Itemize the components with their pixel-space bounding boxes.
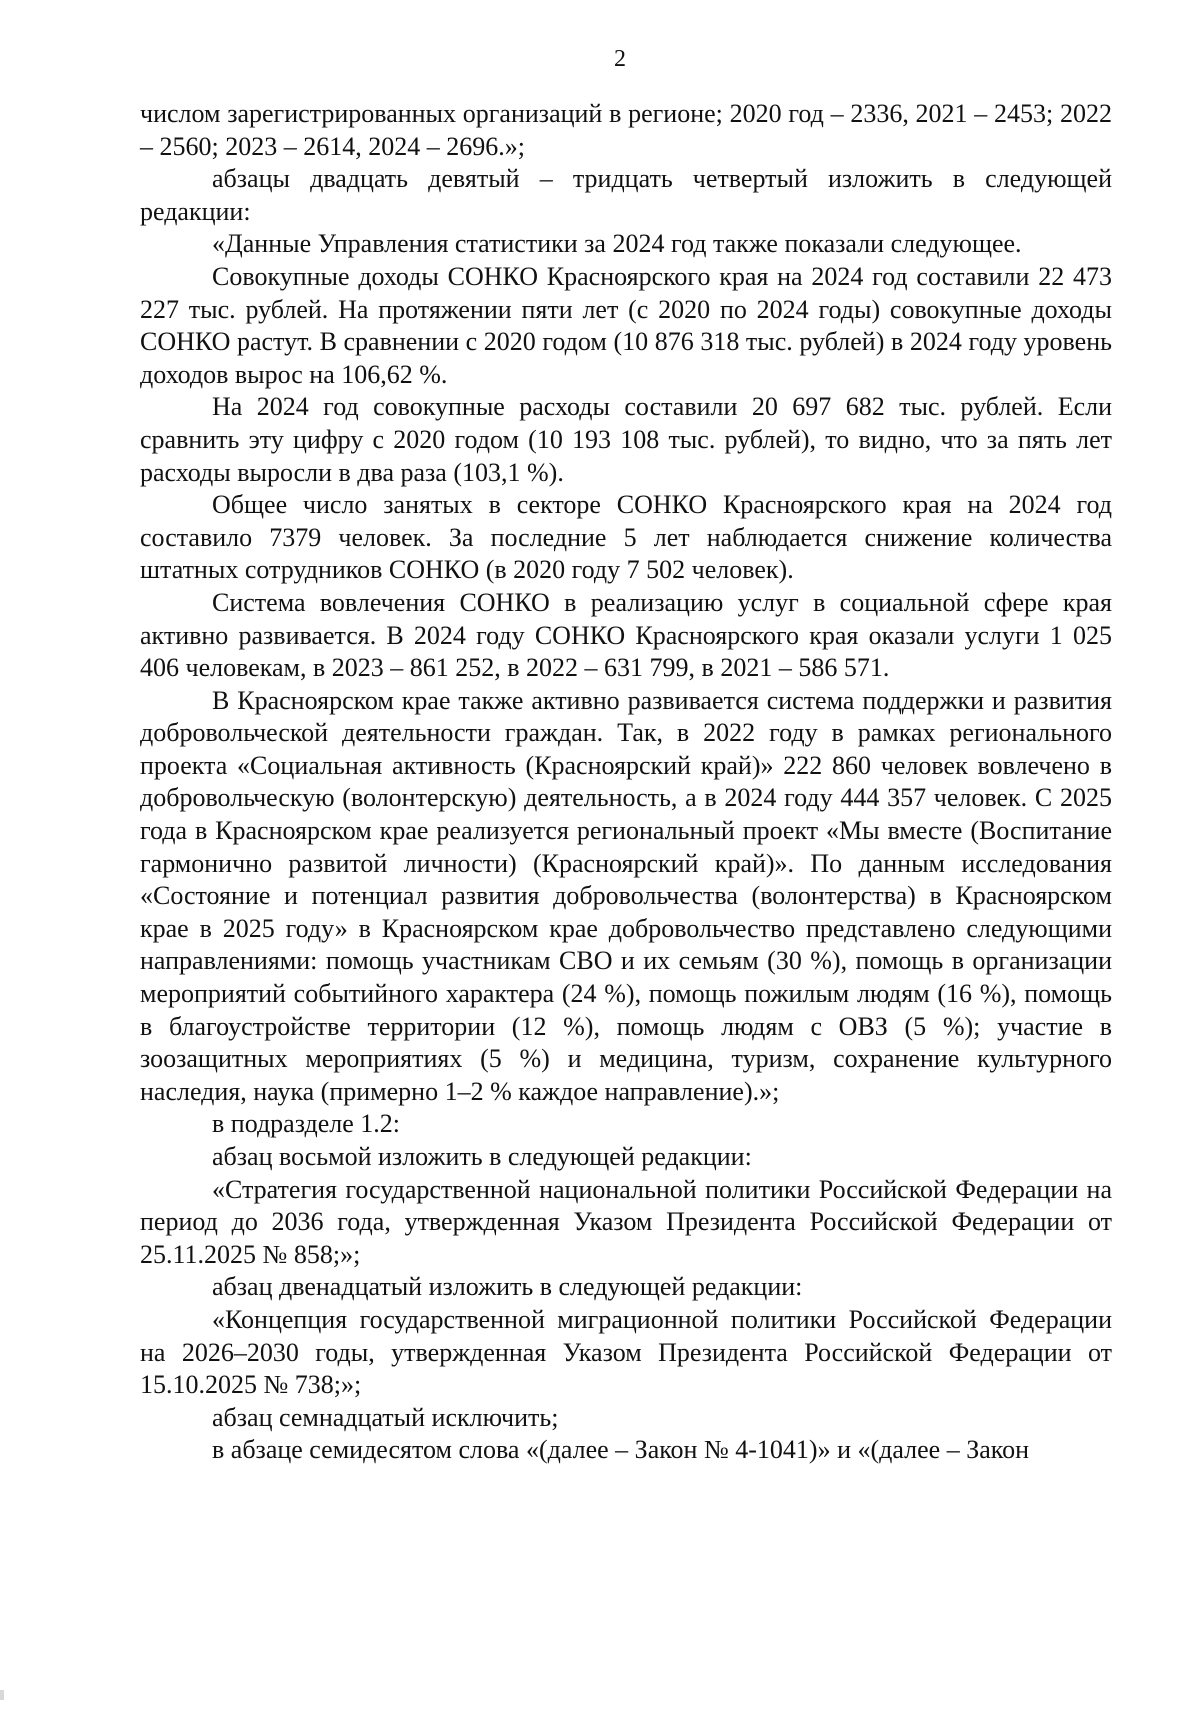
paragraph-seventieth: в абзаце семидесятом слова «(далее – Закон № 4-1041)» и «(далее – Закон [212,1435,1029,1465]
paragraph-amend-twelfth: абзац двенадцатый изложить в следующей редакции: [212,1272,803,1302]
paragraph-employment: Общее число занятых в секторе СОНКО Красноярского края на 2024 год составило 7379 человек. За последние 5 лет наблюдается снижение количества штатных сотрудников СОНКО (в 2020 году 7 502 человек). [140,490,1112,585]
paragraph-amendment-instruction: абзацы двадцать девятый – тридцать четвертый изложить в следующей редакции: [140,164,1112,226]
paragraph-income: Совокупные доходы СОНКО Красноярского края на 2024 год составили 22 473 227 тыс. рублей. На протяжении пяти лет (с 2020 по 2024 годы) совокупные доходы СОНКО растут. В сравнении с 2020 годом (10 876 318 тыс. рублей) в 2024 году уровень доходов вырос на 106,62 %. [140,261,1112,389]
paragraph-expenses: На 2024 год совокупные расходы составили 20 697 682 тыс. рублей. Если сравнить эту цифру с 2020 годом (10 193 108 тыс. рублей), то видно, что за пять лет расходы выросли в два раза (103,1 %). [140,392,1112,487]
paragraph-exclude-seventeenth: абзац семнадцатый исключить; [212,1402,559,1432]
document-body [140,98,1112,1467]
paragraph-amend-eighth: абзац восьмой изложить в следующей редакции: [212,1142,752,1171]
paragraph-concept: «Концепция государственной миграционной политики Российской Федерации на 2026–2030 годы, утвержденная Указом Президента Российской Федерации от 15.10.2025 № 738;»; [140,1304,1112,1400]
paragraph-volunteering: В Красноярском крае также активно развивается система поддержки и развития добровольческой деятельности граждан. Так, в 2022 году в рамках регионального проекта «Социальная активность (Красноярский край)» 222 860 человек вовлечено в добровольческую (волонтерскую) деятельность, а в 2024 году 444 357 человек. С 2025 года в Красноярском крае реализуется региональный проект «Мы вместе (Воспитание гармонично развитой личности) (Красноярский край)». По данным исследования «Состояние и потенциал развития добровольчества (волонтерства) в Красноярском крае в 2025 году» в Красноярском крае добровольчество представлено следующими направлениями: помощь участникам СВО и их семьям (30 %), помощь в организации мероприятий событийного характера (24 %), помощь пожилым людям (16 %), помощь в благоустройстве территории (12 %), помощь людям с ОВЗ (5 %); участие в зоозащитных мероприятиях (5 %) и медицина, туризм, сохранение культурного наследия, наука (примерно 1–2 % каждое направление).»; [140,685,1112,1106]
page-number: 2 [614,46,626,72]
paragraph-subsection: в подразделе 1.2: [212,1109,401,1139]
paragraph-statistics-intro: «Данные Управления статистики за 2024 год также показали следующее. [212,229,1022,259]
paragraph-services: Система вовлечения СОНКО в реализацию услуг в социальной сфере края активно развивается. В 2024 году СОНКО Красноярского края оказали услуги 1 025 406 человекам, в 2023 – 861 252, в 2022 – 631 799, в 2021 – 586 571. [140,587,1112,683]
scan-mark [0,1690,4,1700]
paragraph-strategy: «Стратегия государственной национальной политики Российской Федерации на период до 2036 года, утвержденная Указом Президента Российской Федерации от 25.11.2025 № 858;»; [140,1174,1112,1269]
paragraph-continuation: числом зарегистрированных организаций в регионе; 2020 год – 2336, 2021 – 2453; 2022 – 2560; 2023 – 2614, 2024 – 2696.»; [140,99,1112,161]
